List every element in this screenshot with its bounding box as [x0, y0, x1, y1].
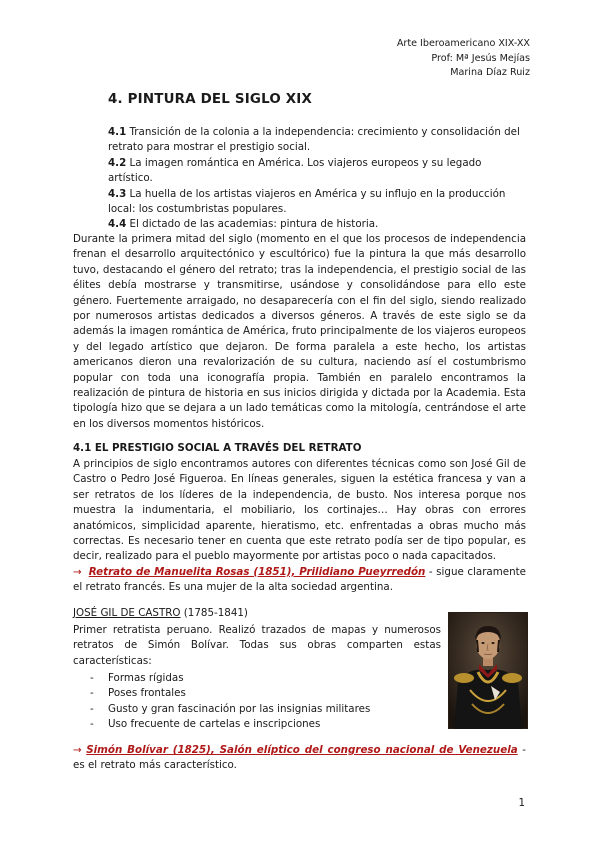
reference-line: → Retrato de Manuelita Rosas (1851), Prilidiano Pueyrredón - sigue claramente el retrato francés. Es una mujer de la alta sociedad argentina. — [73, 565, 526, 594]
section-heading: 4.1 EL PRESTIGIO SOCIAL A TRAVÉS DEL RETRATO — [73, 442, 362, 454]
artist-dates: (1785-1841) — [180, 607, 248, 619]
artwork-reference-link[interactable]: Simón Bolívar (1825), Salón elíptico del congreso nacional de Venezuela — [86, 744, 518, 756]
list-item: - Uso frecuente de cartelas e inscripciones — [90, 717, 370, 732]
section-body — [73, 457, 526, 596]
bolivar-portrait-image — [448, 612, 528, 729]
artist-name: JOSÉ GIL DE CASTRO — [73, 607, 181, 619]
arrow-icon: → — [73, 565, 82, 578]
outline-item: 4.4 El dictado de las academias: pintura de historia. — [108, 218, 379, 231]
list-item: - Gusto y gran fascinación por las insignias militares — [90, 702, 370, 717]
chapter-outline — [108, 125, 526, 233]
list-item: - Formas rígidas — [90, 671, 370, 686]
list-item: - Poses frontales — [90, 686, 370, 701]
course-title: Arte Iberoamericano XIX-XX — [396, 38, 530, 49]
section-paragraph: A principios de siglo encontramos autores con diferentes técnicas como son José Gil de Castro o Pedro José Figueroa. En líneas generales, siguen la estética francesa y van a ser retratos de los líderes de la independencia, de busto. Nos interesa porque nos muestra la indumentaria, el mobiliario, los cortinajes… Hay obras con errores anatómicos, simplicidad aparente, hieratismo, etc. enfrentadas a obras mucho más correctas. Es necesario tener en cuenta que este retrato podía ser de tipo popular, es decir, realizado para el pueblo mayormente por artistas poco o nada capacitados. — [73, 458, 526, 563]
outline-item: 4.2 La imagen romántica en América. Los viajeros europeos y su legado artístico. — [108, 156, 482, 185]
closing-reference: → Simón Bolívar (1825), Salón elíptico del congreso nacional de Venezuela - es el retrato más característico. — [73, 744, 526, 772]
outline-item: 4.3 La huella de los artistas viajeros en América y su influjo en la producción local: los costumbristas populares. — [108, 187, 506, 216]
artist-description: Primer retratista peruano. Realizó trazados de mapas y numerosos retratos de Simón Bolívar. Todas sus obras comparten estas características: — [73, 624, 441, 667]
author-name: Marina Díaz Ruiz — [450, 67, 530, 78]
outline-item: 4.1 Transición de la colonia a la independencia: crecimiento y consolidación del retrato para mostrar el prestigio social. — [108, 126, 520, 154]
chapter-title: 4. PINTURA DEL SIGLO XIX — [108, 92, 313, 107]
professor-name: Prof: Mª Jesús Mejías — [431, 52, 530, 64]
intro-paragraph: Durante la primera mitad del siglo (momento en el que los procesos de independencia frenan el desarrollo arquitectónico y escultórico) fue la pintura la que más desarrollo tuvo, destacando el género del retrato; tras la independencia, el prestigio social de las élites debía mostrarse y transmitirse, usándose y consolidándose para ello este género. Fuertemente arraigado, no desaparecería con el fin del siglo, siendo realizado por numerosos artistas dedicados a diversos géneros. A través de este siglo se da además la imagen romántica de América, fruto principalmente de los viajeros europeos y del legado artístico que dejaron. De forma paralela a este hecho, los artistas americanos dieron una revalorización de su cultura, naciendo así el costumbrismo popular con toda una iconografía propia. También en paralelo encontramos la realización de pintura de historia en sus inicios dirigida y dictada por la Academia. Esta tipología hizo que se dejara a un lado temáticas como la mitología, centrándose el arte en los diversos momentos históricos. — [73, 233, 526, 430]
arrow-icon: → — [73, 744, 82, 756]
page-header — [397, 37, 530, 81]
artist-heading — [73, 607, 248, 619]
artwork-reference-link[interactable]: Retrato de Manuelita Rosas (1851), Prilidiano Pueyrredón — [88, 565, 426, 578]
page-number: 1 — [518, 797, 525, 809]
characteristics-list — [90, 671, 370, 733]
